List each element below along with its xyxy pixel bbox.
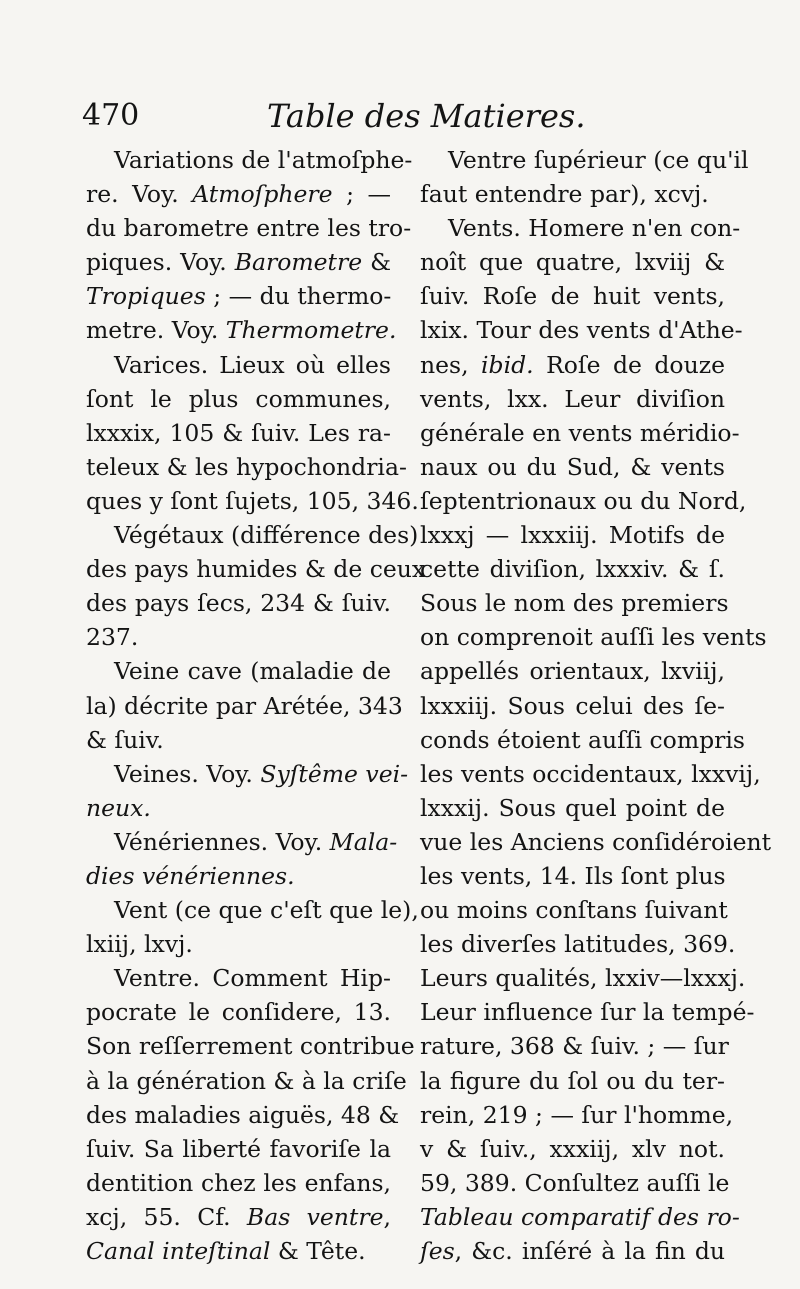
- right-column-line: ou moins conſtans ſuivant: [420, 896, 728, 925]
- left-column-line: Varices. Lieux où elles: [114, 350, 391, 379]
- right-column-line: générale en vents méridio-: [420, 418, 740, 447]
- left-column-line: la) décrite par Arétée, 343: [86, 691, 403, 720]
- right-column-line: les diverſes latitudes, 369.: [420, 930, 736, 959]
- right-column-line: ſuiv. Roſe de huit vents,: [420, 282, 725, 311]
- right-column-line: 59, 389. Conſultez auſſi le: [420, 1168, 730, 1197]
- left-column-line: lxiij, lxvj.: [86, 930, 193, 959]
- right-column-line: on comprenoit auſſi les vents: [420, 623, 767, 652]
- right-column-line: la figure du ſol ou du ter-: [420, 1066, 725, 1095]
- left-column-line: Végétaux (différence des): [114, 521, 419, 550]
- left-column-line: ſont le plus communes,: [86, 384, 391, 413]
- left-column-line: dies vénériennes.: [86, 861, 295, 890]
- left-column-line: Variations de l'atmoſphe-: [114, 146, 413, 174]
- right-column-line: lxxxj — lxxxiij. Motifs de: [420, 521, 725, 550]
- running-title: Table des Matieres.: [267, 97, 586, 135]
- left-column-line: teleux & les hypochondria-: [86, 452, 407, 481]
- right-column-line: les vents, 14. Ils ſont plus: [420, 861, 726, 890]
- left-column-line: Son reſſerrement contribue: [86, 1032, 415, 1061]
- page-header: [82, 88, 722, 138]
- right-column-line: noît que quatre, lxviij &: [420, 248, 725, 277]
- left-column-line: des pays humides & de ceux: [86, 555, 426, 584]
- right-column: [420, 143, 772, 1268]
- left-column-line: Veine cave (maladie de: [114, 657, 391, 686]
- left-column-line: pocrate le conſidere, 13.: [86, 998, 391, 1027]
- left-column-line: xcj, 55. Cf. Bas ventre,: [86, 1202, 392, 1231]
- right-column-line: v & ſuiv., xxxiij, xlv not.: [420, 1134, 725, 1163]
- right-column-line: appellés orientaux, lxviij,: [420, 657, 725, 686]
- right-column-line: cette diviſion, lxxxiv. & ſ.: [420, 555, 725, 584]
- right-column-line: Sous le nom des premiers: [420, 589, 729, 618]
- left-column-line: Vénériennes. Voy. Mala-: [114, 827, 398, 856]
- page-number: 470: [82, 98, 140, 133]
- right-column-line: faut entendre par), xcvj.: [420, 180, 709, 209]
- left-column-line: & ſuiv.: [86, 725, 164, 754]
- right-column-line: Leurs qualités, lxxiv—lxxxj.: [420, 964, 746, 993]
- right-column-line: naux ou du Sud, & vents: [420, 452, 725, 481]
- right-column-line: rature, 368 & ſuiv. ; — ſur: [420, 1032, 729, 1061]
- right-column-line: ſeptentrionaux ou du Nord,: [420, 486, 747, 515]
- right-column-line: les vents occidentaux, lxxvij,: [420, 759, 761, 788]
- left-column-line: des maladies aiguës, 48 &: [86, 1100, 400, 1129]
- right-column-line: rein, 219 ; — ſur l'homme,: [420, 1100, 734, 1129]
- left-column-line: Tropiques ; — du thermo-: [86, 282, 392, 311]
- right-column-line: vue les Anciens conſidéroient: [420, 827, 772, 856]
- right-column-line: vents, lxx. Leur diviſion: [420, 384, 725, 413]
- right-column-line: nes, ibid. Roſe de douze: [420, 350, 725, 379]
- left-column-line: dentition chez les enfans,: [86, 1168, 391, 1197]
- right-column-line: lxxxij. Sous quel point de: [420, 793, 725, 822]
- left-column-line: Canal inteſtinal & Tête.: [86, 1237, 366, 1265]
- left-column-line: Vent (ce que c'eſt que le),: [114, 896, 419, 925]
- left-column-line: piques. Voy. Barometre &: [86, 248, 392, 277]
- right-column-line: ſes, &c. inſéré à la fin du: [420, 1237, 725, 1265]
- right-column-line: conds étoient auſſi compris: [420, 725, 745, 754]
- left-column: [86, 143, 426, 1268]
- left-column-line: à la génération & à la criſe: [86, 1066, 407, 1095]
- left-column-line: du barometre entre les tro-: [86, 214, 412, 243]
- left-column-line: 237.: [86, 623, 139, 652]
- left-column-line: Veines. Voy. Syſtême vei-: [114, 759, 409, 788]
- left-column-line: ſuiv. Sa liberté favoriſe la: [86, 1134, 391, 1163]
- left-column-line: des pays ſecs, 234 & ſuiv.: [86, 589, 391, 618]
- left-column-line: re. Voy. Atmoſphere ; —: [86, 180, 392, 209]
- right-column-line: lxxxiij. Sous celui des ſe-: [420, 691, 725, 720]
- right-column-line: lxix. Tour des vents d'Athe-: [420, 316, 743, 345]
- left-column-line: metre. Voy. Thermometre.: [86, 316, 397, 345]
- right-column-line: Ventre ſupérieur (ce qu'il: [448, 146, 749, 174]
- left-column-line: neux.: [86, 793, 151, 822]
- left-column-line: Ventre. Comment Hip-: [114, 964, 391, 993]
- left-column-line: lxxxix, 105 & ſuiv. Les ra-: [86, 418, 391, 447]
- right-column-line: Vents. Homere n'en con-: [448, 214, 741, 243]
- right-column-line: Tableau comparatif des ro-: [420, 1202, 740, 1231]
- right-column-line: Leur influence ſur la tempé-: [420, 998, 755, 1027]
- left-column-line: ques y ſont ſujets, 105, 346.: [86, 486, 419, 515]
